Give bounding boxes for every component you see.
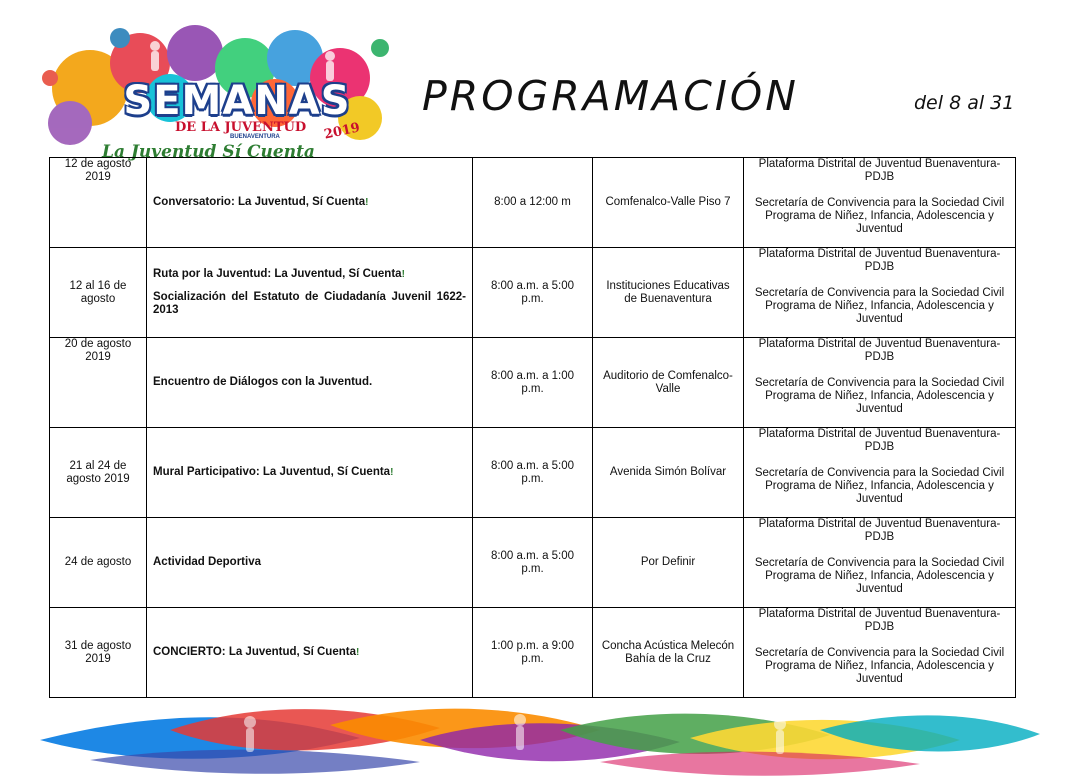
table-row [50, 158, 1016, 248]
date-cell: 31 de agosto 2019 [50, 608, 147, 698]
organizer-1: Plataforma Distrital de Juventud Buenaventura-PDJB [758, 428, 1001, 453]
organizer-3: Programa de Niñez, Infancia, Adolescencia y Juventud [765, 390, 994, 415]
organizers-cell [744, 158, 1016, 248]
organizers-cell [744, 428, 1016, 518]
place-cell: Por Definir [593, 518, 744, 608]
place-cell: Avenida Simón Bolívar [593, 428, 744, 518]
organizer-1: Plataforma Distrital de Juventud Buenaventura-PDJB [758, 248, 1001, 273]
activity-cell [147, 518, 473, 608]
activity-cell [147, 608, 473, 698]
organizers-cell [744, 338, 1016, 428]
paint-splash-footer [0, 700, 1080, 782]
organizer-1: Plataforma Distrital de Juventud Buenaventura-PDJB [758, 338, 1001, 363]
organizer-2: Secretaría de Convivencia para la Sociedad Civil [754, 647, 1005, 659]
organizer-2: Secretaría de Convivencia para la Sociedad Civil [754, 557, 1005, 569]
activity-mark: ! [365, 197, 369, 208]
logo-year-text: 2019 [322, 120, 362, 143]
page-title: PROGRAMACIÓN [422, 72, 799, 120]
activity-text: Conversatorio: La Juventud, Sí Cuenta [153, 196, 366, 208]
organizer-3: Programa de Niñez, Infancia, Adolescencia y Juventud [765, 570, 994, 595]
date-cell: 12 de agosto 2019 [50, 158, 147, 248]
date-cell: 20 de agosto 2019 [50, 338, 147, 428]
organizer-1: Plataforma Distrital de Juventud Buenaventura-PDJB [758, 518, 1001, 543]
time-cell: 8:00 a.m. a 5:00 p.m. [473, 428, 593, 518]
organizer-3: Programa de Niñez, Infancia, Adolescencia y Juventud [765, 480, 994, 505]
logo-juventud-text: DE LA JUVENTUD [175, 120, 307, 135]
logo-city-text: BUENAVENTURA [230, 134, 280, 140]
date-cell: 24 de agosto [50, 518, 147, 608]
activity-text: Ruta por la Juventud: La Juventud, Sí Cuenta [153, 268, 402, 280]
activity-mark: ! [390, 467, 394, 478]
date-cell: 21 al 24 de agosto 2019 [50, 428, 147, 518]
place-cell: Concha Acústica Melecón Bahía de la Cruz [593, 608, 744, 698]
time-cell: 8:00 a.m. a 1:00 p.m. [473, 338, 593, 428]
activity-cell [147, 428, 473, 518]
activity-cell [147, 248, 473, 338]
logo-semanas-text: SEMANAS [123, 78, 351, 124]
time-cell: 1:00 p.m. a 9:00 p.m. [473, 608, 593, 698]
activity-text: CONCIERTO: La Juventud, Sí Cuenta [153, 646, 356, 658]
time-cell: 8:00 a.m. a 5:00 p.m. [473, 248, 593, 338]
organizers-cell [744, 248, 1016, 338]
organizer-3: Programa de Niñez, Infancia, Adolescencia y Juventud [765, 210, 994, 235]
organizer-3: Programa de Niñez, Infancia, Adolescencia y Juventud [765, 660, 994, 685]
place-cell: Comfenalco-Valle Piso 7 [593, 158, 744, 248]
event-logo [30, 18, 400, 162]
activity-text: Encuentro de Diálogos con la Juventud. [153, 376, 373, 388]
organizers-cell [744, 608, 1016, 698]
organizer-1: Plataforma Distrital de Juventud Buenaventura-PDJB [758, 608, 1001, 633]
organizer-2: Secretaría de Convivencia para la Sociedad Civil [754, 287, 1005, 299]
table-row [50, 338, 1016, 428]
time-cell: 8:00 a.m. a 5:00 p.m. [473, 518, 593, 608]
date-cell: 12 al 16 de agosto [50, 248, 147, 338]
organizer-3: Programa de Niñez, Infancia, Adolescencia y Juventud [765, 300, 994, 325]
page-subtitle: del 8 al 31 [914, 92, 1015, 114]
table-row [50, 608, 1016, 698]
table-row [50, 518, 1016, 608]
table-row [50, 248, 1016, 338]
activity-text-secondary: Socialización del Estatuto de Ciudadanía Juvenil 1622-2013 [153, 291, 466, 316]
schedule-table [49, 157, 1016, 698]
organizers-cell [744, 518, 1016, 608]
time-cell: 8:00 a 12:00 m [473, 158, 593, 248]
table-row [50, 428, 1016, 518]
activity-text: Actividad Deportiva [153, 556, 261, 568]
logo-tagline: La Juventud Sí Cuenta [102, 142, 315, 162]
place-cell: Instituciones Educativas de Buenaventura [593, 248, 744, 338]
organizer-2: Secretaría de Convivencia para la Sociedad Civil [754, 197, 1005, 209]
activity-cell [147, 338, 473, 428]
activity-mark: ! [355, 647, 360, 658]
activity-cell [147, 158, 473, 248]
organizer-2: Secretaría de Convivencia para la Sociedad Civil [754, 377, 1005, 389]
activity-mark: ! [401, 269, 405, 280]
place-cell: Auditorio de Comfenalco-Valle [593, 338, 744, 428]
activity-text: Mural Participativo: La Juventud, Sí Cuenta [153, 466, 391, 478]
organizer-2: Secretaría de Convivencia para la Sociedad Civil [754, 467, 1005, 479]
organizer-1: Plataforma Distrital de Juventud Buenaventura-PDJB [758, 158, 1001, 183]
